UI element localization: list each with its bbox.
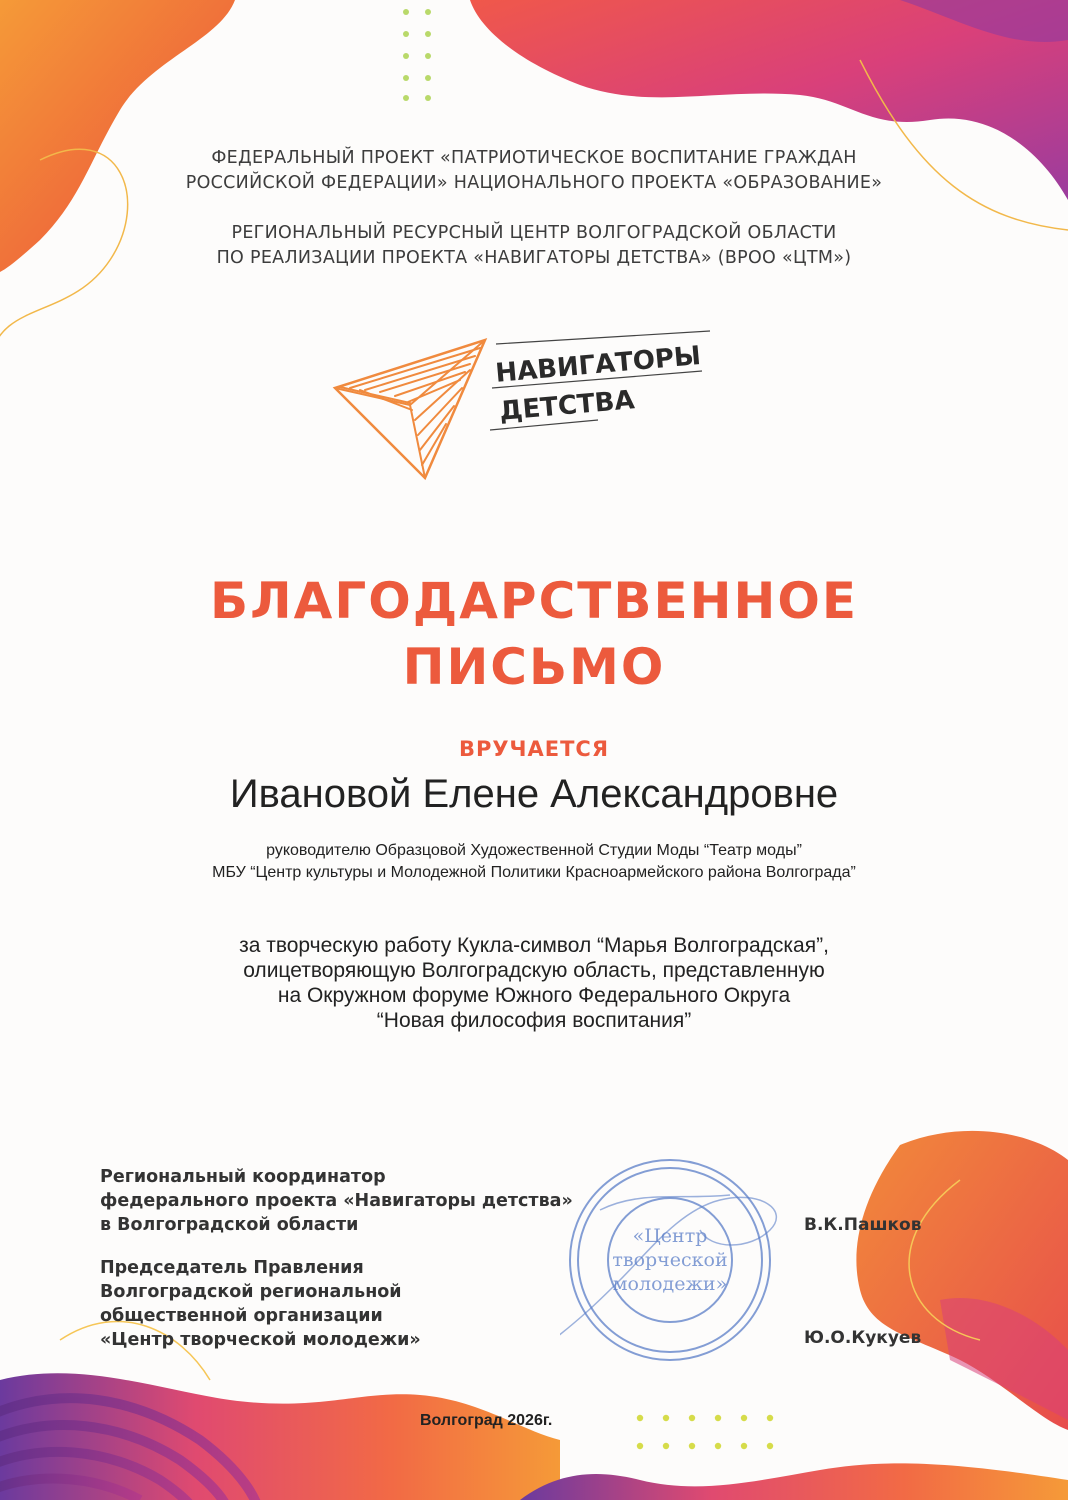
signatory-title-line: Волгоградской региональной	[100, 1282, 402, 1302]
recipient-position-line-2: МБУ “Центр культуры и Молодежной Политики Красноармейского района Волгограда”	[212, 864, 856, 881]
signatory-chairman-name: Ю.О.Кукуев	[804, 1328, 922, 1348]
signatory-chairman-title	[100, 1256, 421, 1352]
signatory-title-line: в Волгоградской области	[100, 1215, 359, 1235]
signatory-title-line: «Центр творческой молодежи»	[100, 1330, 421, 1350]
signatory-coordinator-title	[100, 1165, 573, 1237]
signatory-title-line: общественной организации	[100, 1306, 383, 1326]
stamp-text-line: молодежи»	[612, 1273, 728, 1295]
stamp-text-line: «Центр	[632, 1225, 708, 1247]
header-center-line-2: ПО РЕАЛИЗАЦИИ ПРОЕКТА «НАВИГАТОРЫ ДЕТСТВА» (ВРОО «ЦТМ»)	[216, 248, 852, 268]
logo-text-line-1: НАВИГАТОРЫ	[494, 341, 703, 389]
document-title-line-1: БЛАГОДАРСТВЕННОЕ	[210, 572, 858, 630]
signatory-coordinator-name: В.К.Пашков	[804, 1215, 922, 1235]
stamp-text-line: творческой	[612, 1249, 728, 1271]
recipient-name: Ивановой Елене Александровне	[229, 772, 839, 816]
signatory-title-line: Региональный координатор	[100, 1167, 386, 1187]
reason-line-2: олицетворяющую Волгоградскую область, представленную	[243, 959, 825, 982]
recipient-position-line-1: руководителю Образцовой Художественной Студии Моды “Театр моды”	[266, 842, 802, 859]
footer-city-year: Волгоград 2026г.	[420, 1412, 553, 1429]
reason-line-3: на Окружном форуме Южного Федерального Округа	[277, 984, 791, 1007]
signatory-title-line: Председатель Правления	[100, 1258, 364, 1278]
reason-line-1: за творческую работу Кукла-символ “Марья Волгоградская”,	[239, 934, 829, 957]
logo-text-line-2: ДЕТСТВА	[498, 385, 636, 427]
header-project-line-2: РОССИЙСКОЙ ФЕДЕРАЦИИ» НАЦИОНАЛЬНОГО ПРОЕКТА «ОБРАЗОВАНИЕ»	[185, 173, 883, 193]
organization-stamp	[560, 1150, 780, 1370]
signatory-title-line: федерального проекта «Навигаторы детства»	[100, 1191, 573, 1211]
reason-line-4: “Новая философия воспитания”	[376, 1009, 692, 1032]
header-center-line-1: РЕГИОНАЛЬНЫЙ РЕСУРСНЫЙ ЦЕНТР ВОЛГОГРАДСКОЙ ОБЛАСТИ	[231, 223, 837, 243]
paper-plane-icon	[330, 330, 500, 490]
document-title-line-2: ПИСЬМО	[402, 638, 666, 696]
awarded-label: ВРУЧАЕТСЯ	[458, 737, 610, 761]
header-project-line-1: ФЕДЕРАЛЬНЫЙ ПРОЕКТ «ПАТРИОТИЧЕСКОЕ ВОСПИТАНИЕ ГРАЖДАН	[211, 148, 857, 168]
